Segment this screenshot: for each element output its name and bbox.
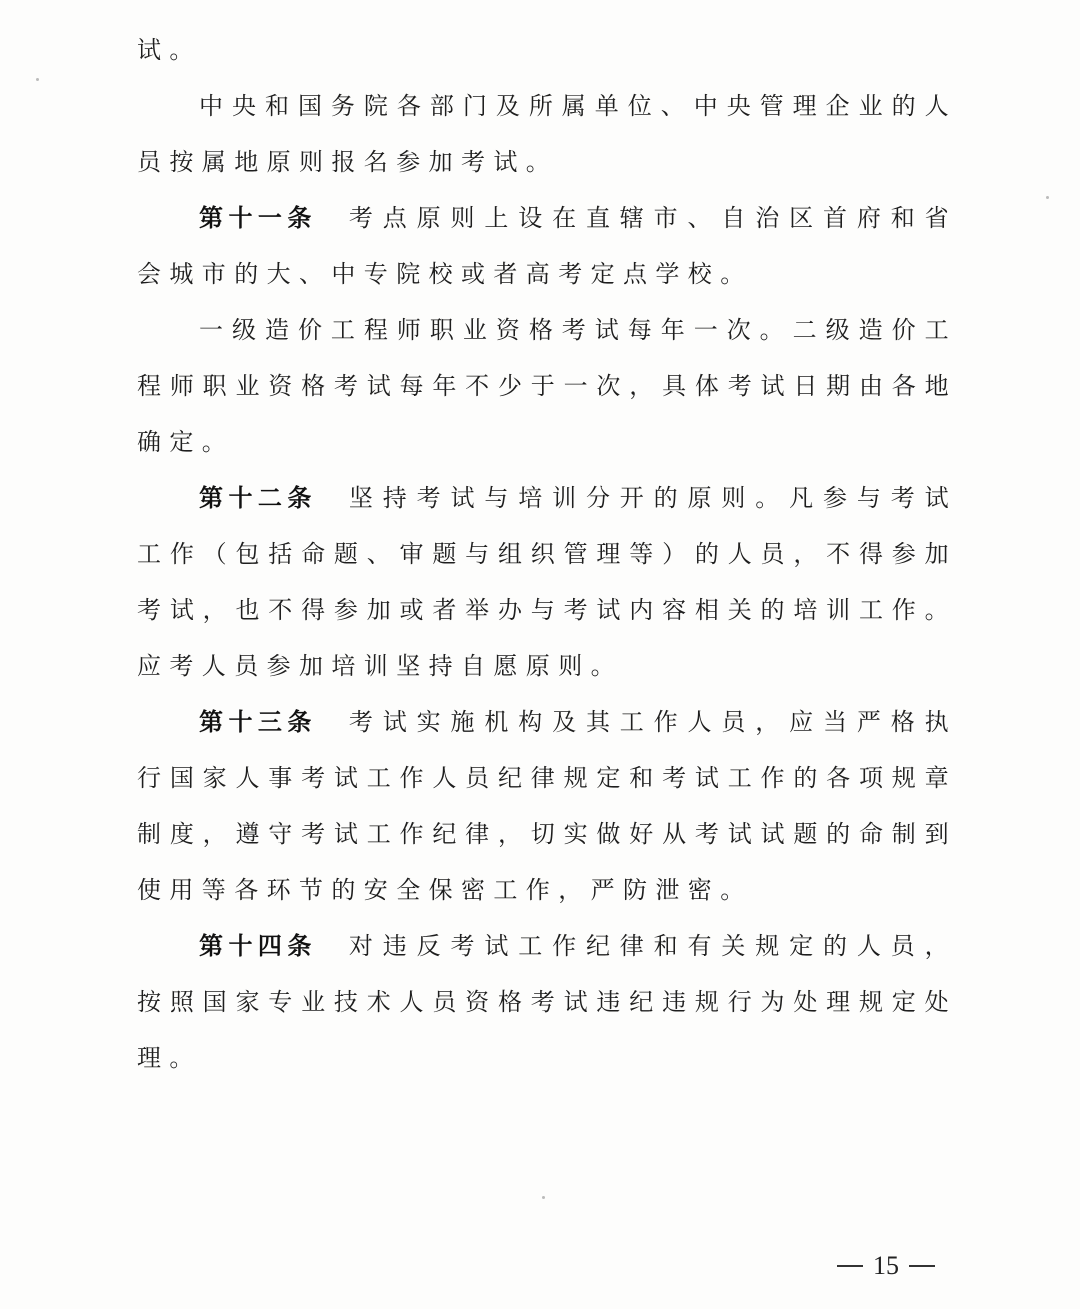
paragraph-text: 考点原则上设在直辖市、自治区首府和省会城市的大、中专院校或者高考定点学校。 [137,204,958,288]
article-13 [137,694,957,918]
article-label: 第十四条 [199,932,317,960]
page-number-text: 15 [873,1251,899,1280]
paragraph-text: 试。 [137,36,202,64]
paragraph-text: 一级造价工程师职业资格考试每年一次。二级造价工程师职业资格考试每年不少于一次，具体考试日期由各地确定。 [137,316,957,456]
dash-right [909,1265,935,1267]
paragraph-text: 坚持考试与培训分开的原则。凡参与考试工作（包括命题、审题与组织管理等）的人员，不得参加考试，也不得参加或者举办与考试内容相关的培训工作。应考人员参加培训坚持自愿原则。 [137,484,958,680]
paragraph-text: 对违反考试工作纪律和有关规定的人员，按照国家专业技术人员资格考试违纪违规行为处理规定处理。 [137,932,958,1072]
dash-left [837,1265,863,1267]
article-label: 第十三条 [199,708,317,736]
paragraph [137,78,957,190]
article-11 [137,190,957,302]
scan-speck [1046,196,1049,199]
article-label: 第十二条 [199,484,317,512]
scan-speck [36,78,39,81]
article-12 [137,470,957,694]
body-text [137,22,957,1086]
paragraph [137,302,957,470]
article-label: 第十一条 [199,204,317,232]
paragraph [137,22,957,78]
page-number [826,1246,946,1286]
paragraph-text: 中央和国务院各部门及所属单位、中央管理企业的人员按属地原则报名参加考试。 [137,92,957,176]
scan-speck [542,1196,545,1199]
paragraph-text: 考试实施机构及其工作人员，应当严格执行国家人事考试工作人员纪律规定和考试工作的各项规章制度，遵守考试工作纪律，切实做好从考试试题的命制到使用等各环节的安全保密工作，严防泄密。 [137,708,958,904]
article-14 [137,918,957,1086]
